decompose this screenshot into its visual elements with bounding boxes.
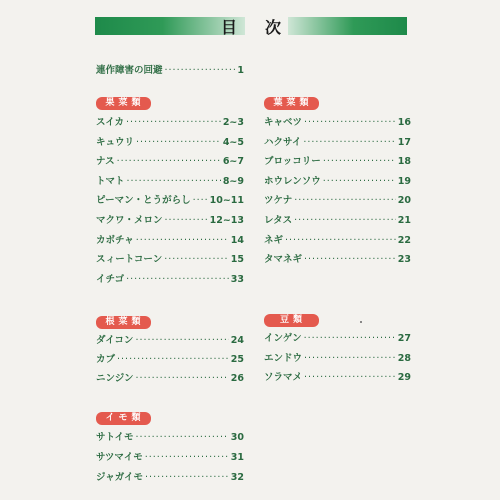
toc-entry-name: ツケナ: [264, 195, 293, 207]
toc-entry-page: 30: [230, 432, 244, 443]
toc-entry-page: 4~5: [222, 136, 244, 148]
toc-entry-page: 16: [397, 117, 411, 128]
toc-entry-name: キャベツ: [264, 117, 303, 128]
toc-entry-page: 20: [397, 195, 411, 207]
toc-entry-name: イチゴ: [96, 273, 125, 285]
toc-entry[interactable]: [96, 372, 244, 386]
toc-entry-page: 17: [397, 136, 411, 148]
toc-entry-page: 1: [237, 65, 244, 76]
toc-entry-page: 32: [230, 472, 244, 483]
toc-entry[interactable]: [96, 253, 244, 267]
toc-entry-name: ナス: [96, 156, 115, 168]
toc-entry[interactable]: [264, 253, 411, 267]
toc-entry-name: ピーマン・とうがらし: [96, 195, 191, 207]
toc-entry-name: レタス: [264, 215, 293, 226]
toc-entry-name: キュウリ: [96, 136, 135, 148]
toc-entry-name: ニンジン: [96, 373, 134, 384]
leader-dots: [304, 371, 396, 385]
toc-entry[interactable]: [96, 471, 244, 485]
leader-dots: [126, 116, 221, 130]
toc-entry[interactable]: [96, 273, 244, 287]
toc-entry-page: 31: [230, 452, 244, 463]
section-badge-fruit: 果菜類: [96, 97, 151, 110]
toc-entry-intro[interactable]: [96, 64, 244, 78]
toc-entry-page: 15: [230, 254, 244, 266]
toc-entry-page: 21: [397, 215, 411, 226]
toc-entry-name: マクワ・メロン: [96, 215, 163, 226]
toc-entry-page: 18: [397, 156, 411, 168]
toc-entry[interactable]: [96, 175, 244, 189]
toc-entry-page: 27: [397, 333, 411, 344]
toc-entry[interactable]: [264, 136, 411, 150]
toc-entry[interactable]: [96, 214, 244, 228]
toc-entry-name: エンドウ: [264, 352, 303, 364]
toc-entry-page: 24: [230, 335, 244, 346]
leader-dots: [304, 352, 396, 366]
toc-entry-page: 14: [230, 234, 244, 246]
leader-dots: [193, 194, 208, 208]
toc-entry-name: ブロッコリー: [264, 156, 321, 168]
toc-entry-name: ハクサイ: [264, 136, 302, 148]
leader-dots: [304, 332, 396, 346]
leader-dots: [145, 471, 229, 485]
toc-entry[interactable]: [96, 194, 244, 208]
toc-entry[interactable]: [264, 194, 411, 208]
header-bar-right: [288, 17, 407, 35]
leader-dots: [294, 214, 396, 228]
toc-entry-name: インゲン: [264, 333, 302, 344]
toc-entry[interactable]: [96, 334, 244, 348]
leader-dots: [165, 64, 236, 78]
leader-dots: [127, 175, 221, 189]
toc-entry-page: 33: [230, 273, 244, 285]
leader-dots: [323, 175, 396, 189]
toc-entry-name: カボチャ: [96, 234, 134, 246]
leader-dots: [136, 136, 221, 150]
leader-dots: [136, 372, 229, 386]
toc-entry[interactable]: [96, 136, 244, 150]
section-badge-tuber: イモ類: [96, 412, 151, 425]
toc-entry[interactable]: [264, 175, 411, 189]
leader-dots: [165, 214, 208, 228]
toc-entry-page: 6~7: [222, 156, 244, 168]
toc-entry-name: スィートコーン: [96, 254, 163, 266]
leader-dots: [164, 253, 229, 267]
leader-dots: [136, 431, 229, 445]
leader-dots: [304, 116, 396, 130]
toc-entry[interactable]: [264, 116, 411, 130]
toc-entry-name: サツマイモ: [96, 452, 143, 463]
toc-entry[interactable]: [264, 352, 411, 366]
toc-entry[interactable]: [264, 155, 411, 169]
leader-dots: [323, 155, 396, 169]
section-badge-leaf: 葉菜類: [264, 97, 319, 110]
toc-entry-name: カブ: [96, 354, 116, 365]
toc-entry-name: ソラマメ: [264, 372, 303, 383]
speck-mark: [360, 321, 362, 323]
toc-entry[interactable]: [96, 234, 244, 248]
toc-entry[interactable]: [264, 371, 411, 385]
toc-entry-name: トマト: [96, 175, 125, 187]
toc-entry-page: 8~9: [222, 175, 244, 187]
toc-entry-name: ネギ: [264, 234, 284, 246]
section-badge-root: 根菜類: [96, 316, 151, 329]
toc-entry-page: 29: [397, 372, 411, 383]
leader-dots: [285, 234, 396, 248]
leader-dots: [117, 353, 229, 367]
section-badge-bean: 豆類: [264, 314, 319, 327]
page-title-char-2: 次: [264, 17, 281, 37]
toc-entry[interactable]: [96, 353, 244, 367]
leader-dots: [117, 155, 221, 169]
toc-entry[interactable]: [264, 332, 411, 346]
toc-entry-page: 10~11: [209, 195, 244, 207]
toc-entry-name: ジャガイモ: [96, 472, 144, 483]
leader-dots: [126, 273, 229, 287]
toc-entry[interactable]: [96, 451, 244, 465]
toc-entry-page: 23: [397, 254, 411, 266]
leader-dots: [145, 451, 229, 465]
leader-dots: [294, 194, 396, 208]
leader-dots: [136, 234, 229, 248]
toc-entry-page: 19: [397, 175, 411, 187]
toc-entry-name: スイカ: [96, 117, 125, 128]
page-title-char-1: 目: [221, 17, 238, 37]
toc-entry-page: 28: [397, 352, 411, 364]
toc-entry-name: タマネギ: [264, 254, 303, 266]
toc-entry-name: 連作障害の回避: [96, 65, 163, 76]
toc-entry-name: ホウレンソウ: [264, 175, 321, 187]
toc-entry-page: 12~13: [209, 215, 244, 226]
toc-entry[interactable]: [264, 214, 411, 228]
toc-entry-page: 22: [397, 234, 411, 246]
toc-entry-name: サトイモ: [96, 432, 134, 443]
toc-entry-page: 2~3: [222, 117, 244, 128]
toc-entry-page: 26: [230, 373, 244, 384]
toc-entry-name: ダイコン: [96, 335, 134, 346]
leader-dots: [304, 253, 396, 267]
toc-entry[interactable]: [264, 234, 411, 248]
toc-entry-page: 25: [230, 354, 244, 365]
toc-entry[interactable]: [96, 155, 244, 169]
leader-dots: [135, 334, 228, 348]
leader-dots: [303, 136, 395, 150]
page-title: [221, 16, 281, 36]
toc-entry[interactable]: [96, 116, 244, 130]
toc-entry[interactable]: [96, 431, 244, 445]
